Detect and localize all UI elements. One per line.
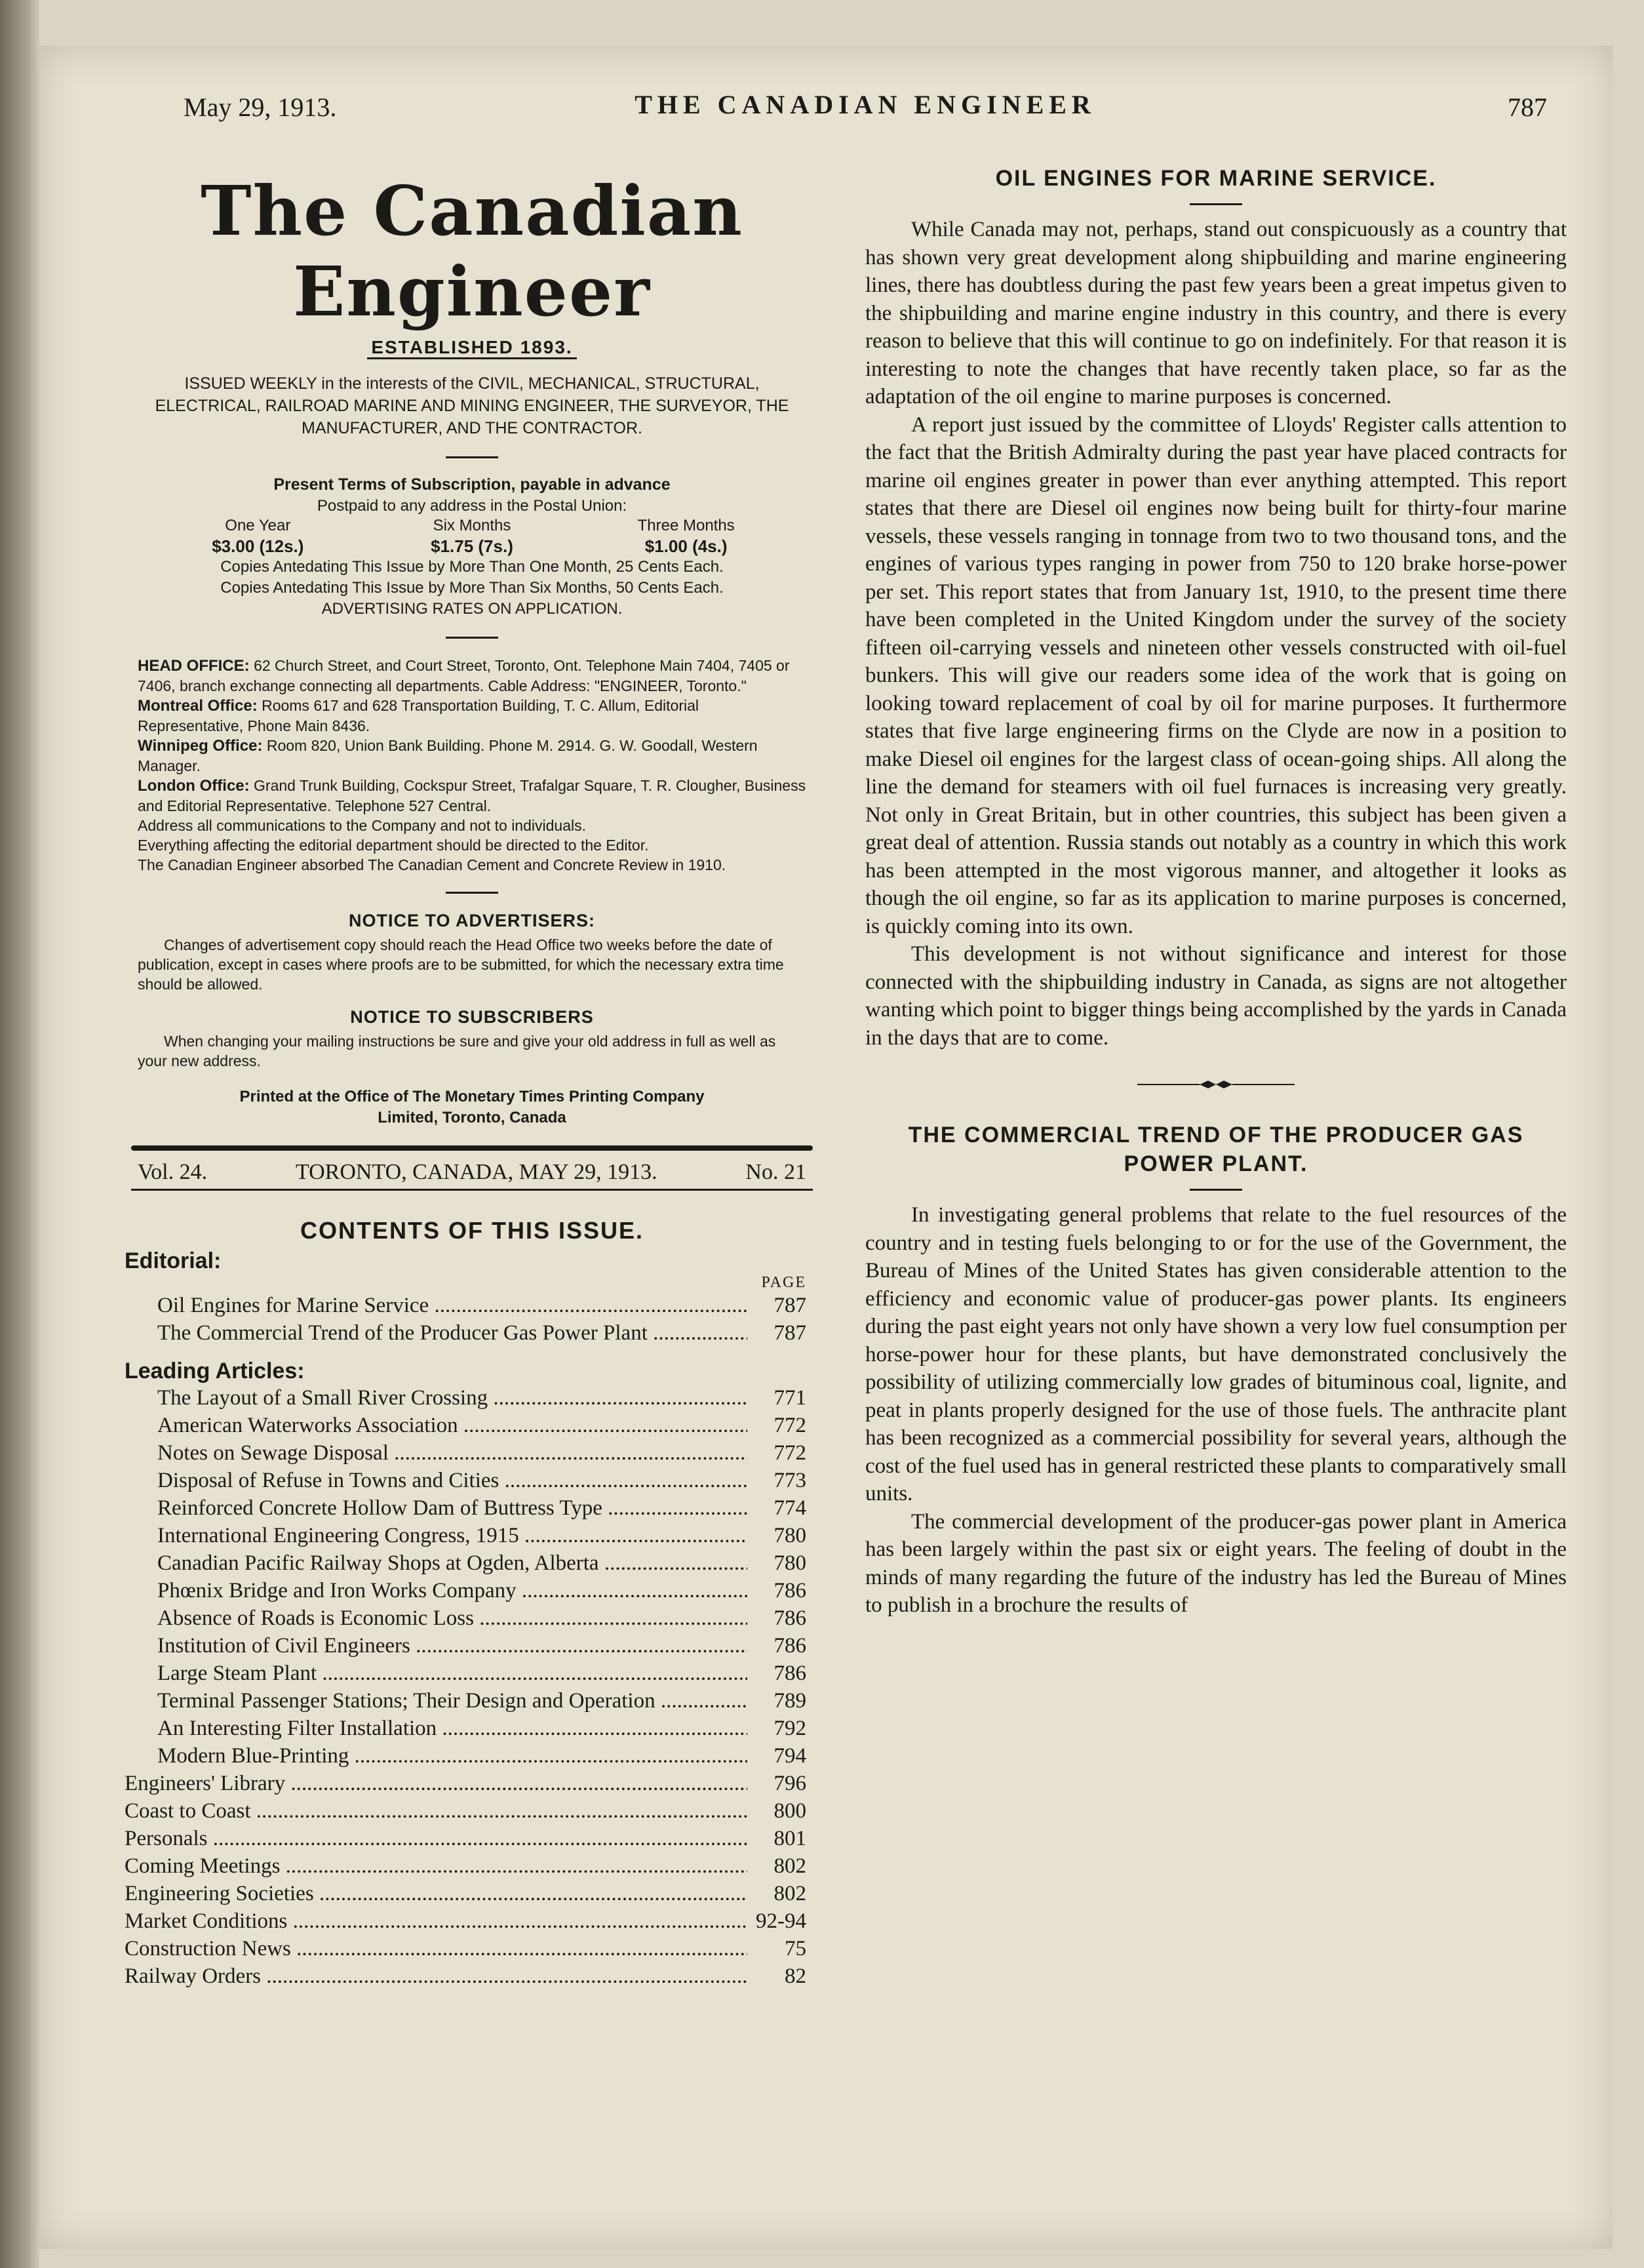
toc-entry (157, 1549, 806, 1577)
one-year-price: $3.00 (12s.) (212, 536, 304, 556)
toc-entry-page: 82 (785, 1964, 806, 1988)
toc-entry-title: Engineers' Library ..... (125, 1770, 747, 1797)
one-year-label: One Year (225, 517, 291, 534)
advertising-rates: ADVERTISING RATES ON APPLICATION. (321, 600, 623, 618)
toc-entry (125, 1962, 806, 1990)
divider (446, 456, 498, 458)
article2-paragraph-1: In investigating general problems that relate to the fuel resources of the country and in testing fuels belonging to or for the use of the Government, the Bureau of Mines of the United States has given considerable attention to the efficiency and economic value of producer-gas power plants. Its engineers during the past eight years not only have shown a very low fuel consumption per horse-power hour for these plants, but have demonstrated conclusively the possibility of utilizing commercially low grades of bituminous coal, lignite, and peat in plants properly designed for the use of those fuels. The anthracite plant has been recognized as a commercial possibility for several years, although the cost of the fuel used has in general restricted these plants to comparatively small units. (865, 1203, 1567, 1505)
toc-entry-page: 789 (773, 1689, 806, 1713)
ornament-icon (1137, 1078, 1295, 1091)
toc-entry-title: Large Steam Plant ..... (157, 1660, 747, 1687)
established-text: ESTABLISHED 1893. (367, 337, 576, 359)
toc-entry-page: 75 (785, 1937, 806, 1960)
article2-rule (1190, 1189, 1242, 1191)
toc-entry (157, 1522, 806, 1549)
toc-entry-title: Phœnix Bridge and Iron Works Company ..... (157, 1577, 747, 1604)
divider (446, 637, 498, 639)
toc-entry-page: 772 (773, 1441, 806, 1465)
header-date: May 29, 1913. (184, 92, 337, 122)
london-office (138, 776, 806, 816)
toc-entry (157, 1632, 806, 1660)
toc-entry-page: 772 (773, 1414, 806, 1437)
london-office-text: Grand Trunk Building, Cockspur Street, Trafalgar Square, T. R. Clougher, Business and Editorial Representative. Telephone 527 Central. (138, 777, 806, 814)
printer-line-2: Limited, Toronto, Canada (378, 1109, 566, 1126)
toc-entry-title: International Engineering Congress, 1915 ..... (157, 1522, 747, 1549)
toc-entry-title: The Commercial Trend of the Producer Gas Power Plant ..... (157, 1319, 747, 1347)
divider (446, 892, 498, 894)
toc-entry (157, 1715, 806, 1742)
toc-entry (157, 1412, 806, 1439)
toc-entry-page: 802 (773, 1882, 806, 1905)
toc-entry-title: Coast to Coast ..... (125, 1797, 747, 1825)
established-line (125, 337, 819, 358)
copies-one-month: Copies Antedating This Issue by More Than One Month, 25 Cents Each. (220, 558, 724, 576)
toc-entry-page: 796 (773, 1772, 806, 1795)
leading-articles-list (125, 1384, 819, 1770)
toc-entry-page: 786 (773, 1606, 806, 1630)
toc-entry (157, 1577, 806, 1604)
header-page-number: 787 (1508, 92, 1547, 122)
masthead-title: The Canadian Engineer (201, 170, 743, 332)
subscription-prices (151, 497, 793, 557)
subscription-title: Present Terms of Subscription, payable in advance (273, 475, 671, 494)
toc-entry-title: Reinforced Concrete Hollow Dam of Buttress Type ..... (157, 1494, 747, 1522)
toc-entry (125, 1770, 806, 1797)
right-column (865, 164, 1567, 1620)
toc-entry-title: Railway Orders ..... (125, 1962, 747, 1990)
toc-entry-title: Construction News ..... (125, 1935, 747, 1962)
montreal-office-text: Rooms 617 and 628 Transportation Building, T. C. Allum, Editorial Representative, Phone Main 8436. (138, 697, 699, 734)
head-office-text: 62 Church Street, and Court Street, Toronto, Ont. Telephone Main 7404, 7405 or 7406, branch exchange connecting all departments. Cable Address: "ENGINEER, Toronto." (138, 657, 790, 694)
six-months-price: $1.75 (7s.) (431, 536, 513, 556)
toc-entry-title: American Waterworks Association ..... (157, 1412, 747, 1439)
toc-entry-page: 92-94 (756, 1909, 806, 1933)
subscribers-notice-body: When changing your mailing instructions be sure and give your old address in full as well as your new address. (138, 1033, 776, 1069)
address-note: Address all communications to the Company and not to individuals. (138, 817, 586, 834)
advertisers-notice-title: NOTICE TO ADVERTISERS: (348, 911, 596, 930)
toc-entry-title: Institution of Civil Engineers ..... (157, 1632, 747, 1660)
article1-title: OIL ENGINES FOR MARINE SERVICE. (995, 166, 1437, 191)
toc-entry (125, 1935, 806, 1962)
article1-rule (1190, 203, 1242, 205)
ornament-divider (865, 1078, 1567, 1094)
toc-entry-page: 786 (773, 1661, 806, 1685)
toc-entry-title: Absence of Roads is Economic Loss ..... (157, 1604, 747, 1632)
toc-entry-page: 787 (773, 1294, 806, 1317)
editorial-heading: Editorial: (125, 1248, 222, 1273)
toc-entry-page: 794 (773, 1744, 806, 1768)
editorial-list (125, 1292, 819, 1347)
toc-entry (157, 1439, 806, 1467)
toc-entry-title: Personals ..... (125, 1825, 747, 1852)
volume-number: Vol. 24. (138, 1160, 208, 1184)
issue-number: No. 21 (745, 1160, 806, 1184)
toc-entry-page: 774 (773, 1496, 806, 1520)
toc-entry (157, 1687, 806, 1715)
montreal-office (138, 696, 806, 736)
thin-rule (131, 1189, 813, 1191)
toc-entry-page: 773 (773, 1469, 806, 1492)
toc-entry (157, 1604, 806, 1632)
toc-entry-page: 792 (773, 1717, 806, 1740)
toc-entry-title: Coming Meetings ..... (125, 1852, 747, 1880)
postal-line: Postpaid to any address in the Postal Union: (317, 497, 627, 515)
toc-entry-title: Disposal of Refuse in Towns and Cities ..... (157, 1467, 747, 1494)
editorial-note: Everything affecting the editorial department should be directed to the Editor. (138, 837, 649, 854)
toc-entry (125, 1880, 806, 1907)
article1-paragraph-1: While Canada may not, perhaps, stand out conspicuously as a country that has shown very great development along shipbuilding and marine engineering lines, there has doubtless during the past few years been a great impetus given to the shipbuilding and marine engine industry in this country, and there is every reason to believe that this will continue to go on indefinitely. For that reason it is interesting to note the changes that have recently taken place, so far as the adaptation of the oil engine to marine purposes is concerned. (865, 218, 1567, 408)
binding-gutter (0, 0, 39, 2268)
article1-paragraph-3: This development is not without significance and interest for those connected with the shipbuilding industry in Canada, as signs are not altogether wanting which point to bigger things being accomplished by the yards in Canada in the days that are to come. (865, 942, 1567, 1050)
three-months-label: Three Months (637, 517, 735, 534)
toc-entry (157, 1660, 806, 1687)
winnipeg-office (138, 736, 806, 776)
header-journal: THE CANADIAN ENGINEER (635, 90, 1096, 119)
toc-entry (157, 1494, 806, 1522)
contents-title: CONTENTS OF THIS ISSUE. (300, 1217, 644, 1244)
toc-entry (125, 1797, 806, 1825)
toc-entry (125, 1907, 806, 1935)
toc-entry (125, 1852, 806, 1880)
winnipeg-office-text: Room 820, Union Bank Building. Phone M. 2914. G. W. Goodall, Western Manager. (138, 737, 758, 774)
copies-six-months: Copies Antedating This Issue by More Than Six Months, 50 Cents Each. (220, 579, 724, 597)
london-office-label: London Office: (138, 777, 250, 795)
head-office (138, 656, 806, 696)
issued-statement: ISSUED WEEKLY in the interests of the CIVIL, MECHANICAL, STRUCTURAL, ELECTRICAL, RAILROAD MARINE AND MINING ENGINEER, THE SURVEYOR, THE MANUFACTURER, AND THE CONTRACTOR. (155, 374, 789, 437)
toc-entry (157, 1319, 806, 1347)
toc-entry-page: 802 (773, 1854, 806, 1878)
printer-line-1: Printed at the Office of The Monetary Times Printing Company (239, 1088, 705, 1105)
toc-entry-page: 786 (773, 1634, 806, 1658)
toc-entry-title: Oil Engines for Marine Service ..... (157, 1292, 747, 1319)
article1-paragraph-2: A report just issued by the committee of Lloyds' Register calls attention to the fact that the British Admiralty during the past year have placed contracts for marine oil engines greater in power than ever anything attempted. This report states that there are Diesel oil engines now being built for thirty-four marine vessels, these vessels ranging in tonnage from two to two thousand tons, and the engines of various types ranging in power from 750 to 120 brake horse-power per set. This report states that from January 1st, 1910, to the present time there have been completed in the United Kingdom under the survey of the society fifteen oil-carrying vessels and nineteen other vessels constructed with oil-fuel bunkers. This will give our readers some idea of the work that is going on looking toward replacement of coal by oil for marine purposes. It furthermore states that five large engineering firms on the Clyde are now in a position to make Diesel oil engines for the largest class of ocean-going ships. All along the line the demand for steamers with oil fuel furnaces is increasing very greatly. Not only in Great Britain, but in other countries, this subject has been given a great deal of attention. Russia stands out notably as a country in which this work has been attempted in the most vigorous manner, and altogether it looks as though the oil engine, so far as its application to marine purposes is concerned, is quickly coming into its own. (865, 412, 1567, 938)
subscribers-notice-title: NOTICE TO SUBSCRIBERS (350, 1007, 594, 1027)
left-column (125, 164, 819, 1990)
volume-place-date: TORONTO, CANADA, MAY 29, 1913. (295, 1160, 657, 1184)
three-months-price: $1.00 (4s.) (644, 536, 728, 556)
toc-entry-page: 786 (773, 1579, 806, 1602)
article2-paragraph-2: The commercial development of the producer-gas power plant in America has been largely within the past six or eight years. The feeling of doubt in the minds of many regarding the future of the industry has led the Bureau of Mines to publish in a brochure the results of (865, 1509, 1567, 1617)
toc-entry-title: Terminal Passenger Stations; Their Design and Operation ..... (157, 1687, 747, 1715)
advertisers-notice-body: Changes of advertisement copy should reach the Head Office two weeks before the date of publication, except in cases where proofs are to be submitted, for which the necessary extra time should be allowed. (138, 936, 784, 993)
heavy-rule (131, 1145, 813, 1151)
toc-entry (157, 1742, 806, 1770)
toc-entry-title: Engineering Societies ..... (125, 1880, 747, 1907)
toc-entry (157, 1292, 806, 1319)
toc-entry-title: Canadian Pacific Railway Shops at Ogden, Alberta ..... (157, 1549, 747, 1577)
toc-entry-title: An Interesting Filter Installation ..... (157, 1715, 747, 1742)
absorbed-note: The Canadian Engineer absorbed The Canadian Cement and Concrete Review in 1910. (138, 856, 726, 873)
leading-articles-heading: Leading Articles: (125, 1359, 305, 1383)
toc-entry-title: The Layout of a Small River Crossing ..... (157, 1384, 747, 1412)
departments-list (125, 1770, 819, 1990)
toc-entry (157, 1384, 806, 1412)
montreal-office-label: Montreal Office: (138, 697, 258, 715)
toc-entry (157, 1467, 806, 1494)
head-office-label: HEAD OFFICE: (138, 657, 250, 675)
winnipeg-office-label: Winnipeg Office: (138, 737, 263, 755)
toc-entry-page: 780 (773, 1551, 806, 1575)
article2-title: THE COMMERCIAL TREND OF THE PRODUCER GAS POWER PLANT. (908, 1123, 1524, 1176)
toc-entry-title: Market Conditions ..... (125, 1907, 747, 1935)
toc-entry-page: 801 (773, 1827, 806, 1850)
toc-entry-title: Notes on Sewage Disposal ..... (157, 1439, 747, 1467)
toc-entry-page: 800 (773, 1799, 806, 1823)
toc-entry-page: 780 (773, 1524, 806, 1547)
toc-entry (125, 1825, 806, 1852)
page-column-heading: PAGE (761, 1274, 806, 1291)
toc-entry-page: 787 (773, 1321, 806, 1345)
toc-entry-page: 771 (773, 1386, 806, 1410)
volume-line (138, 1160, 806, 1185)
six-months-label: Six Months (433, 517, 511, 534)
toc-entry-title: Modern Blue-Printing ..... (157, 1742, 747, 1770)
